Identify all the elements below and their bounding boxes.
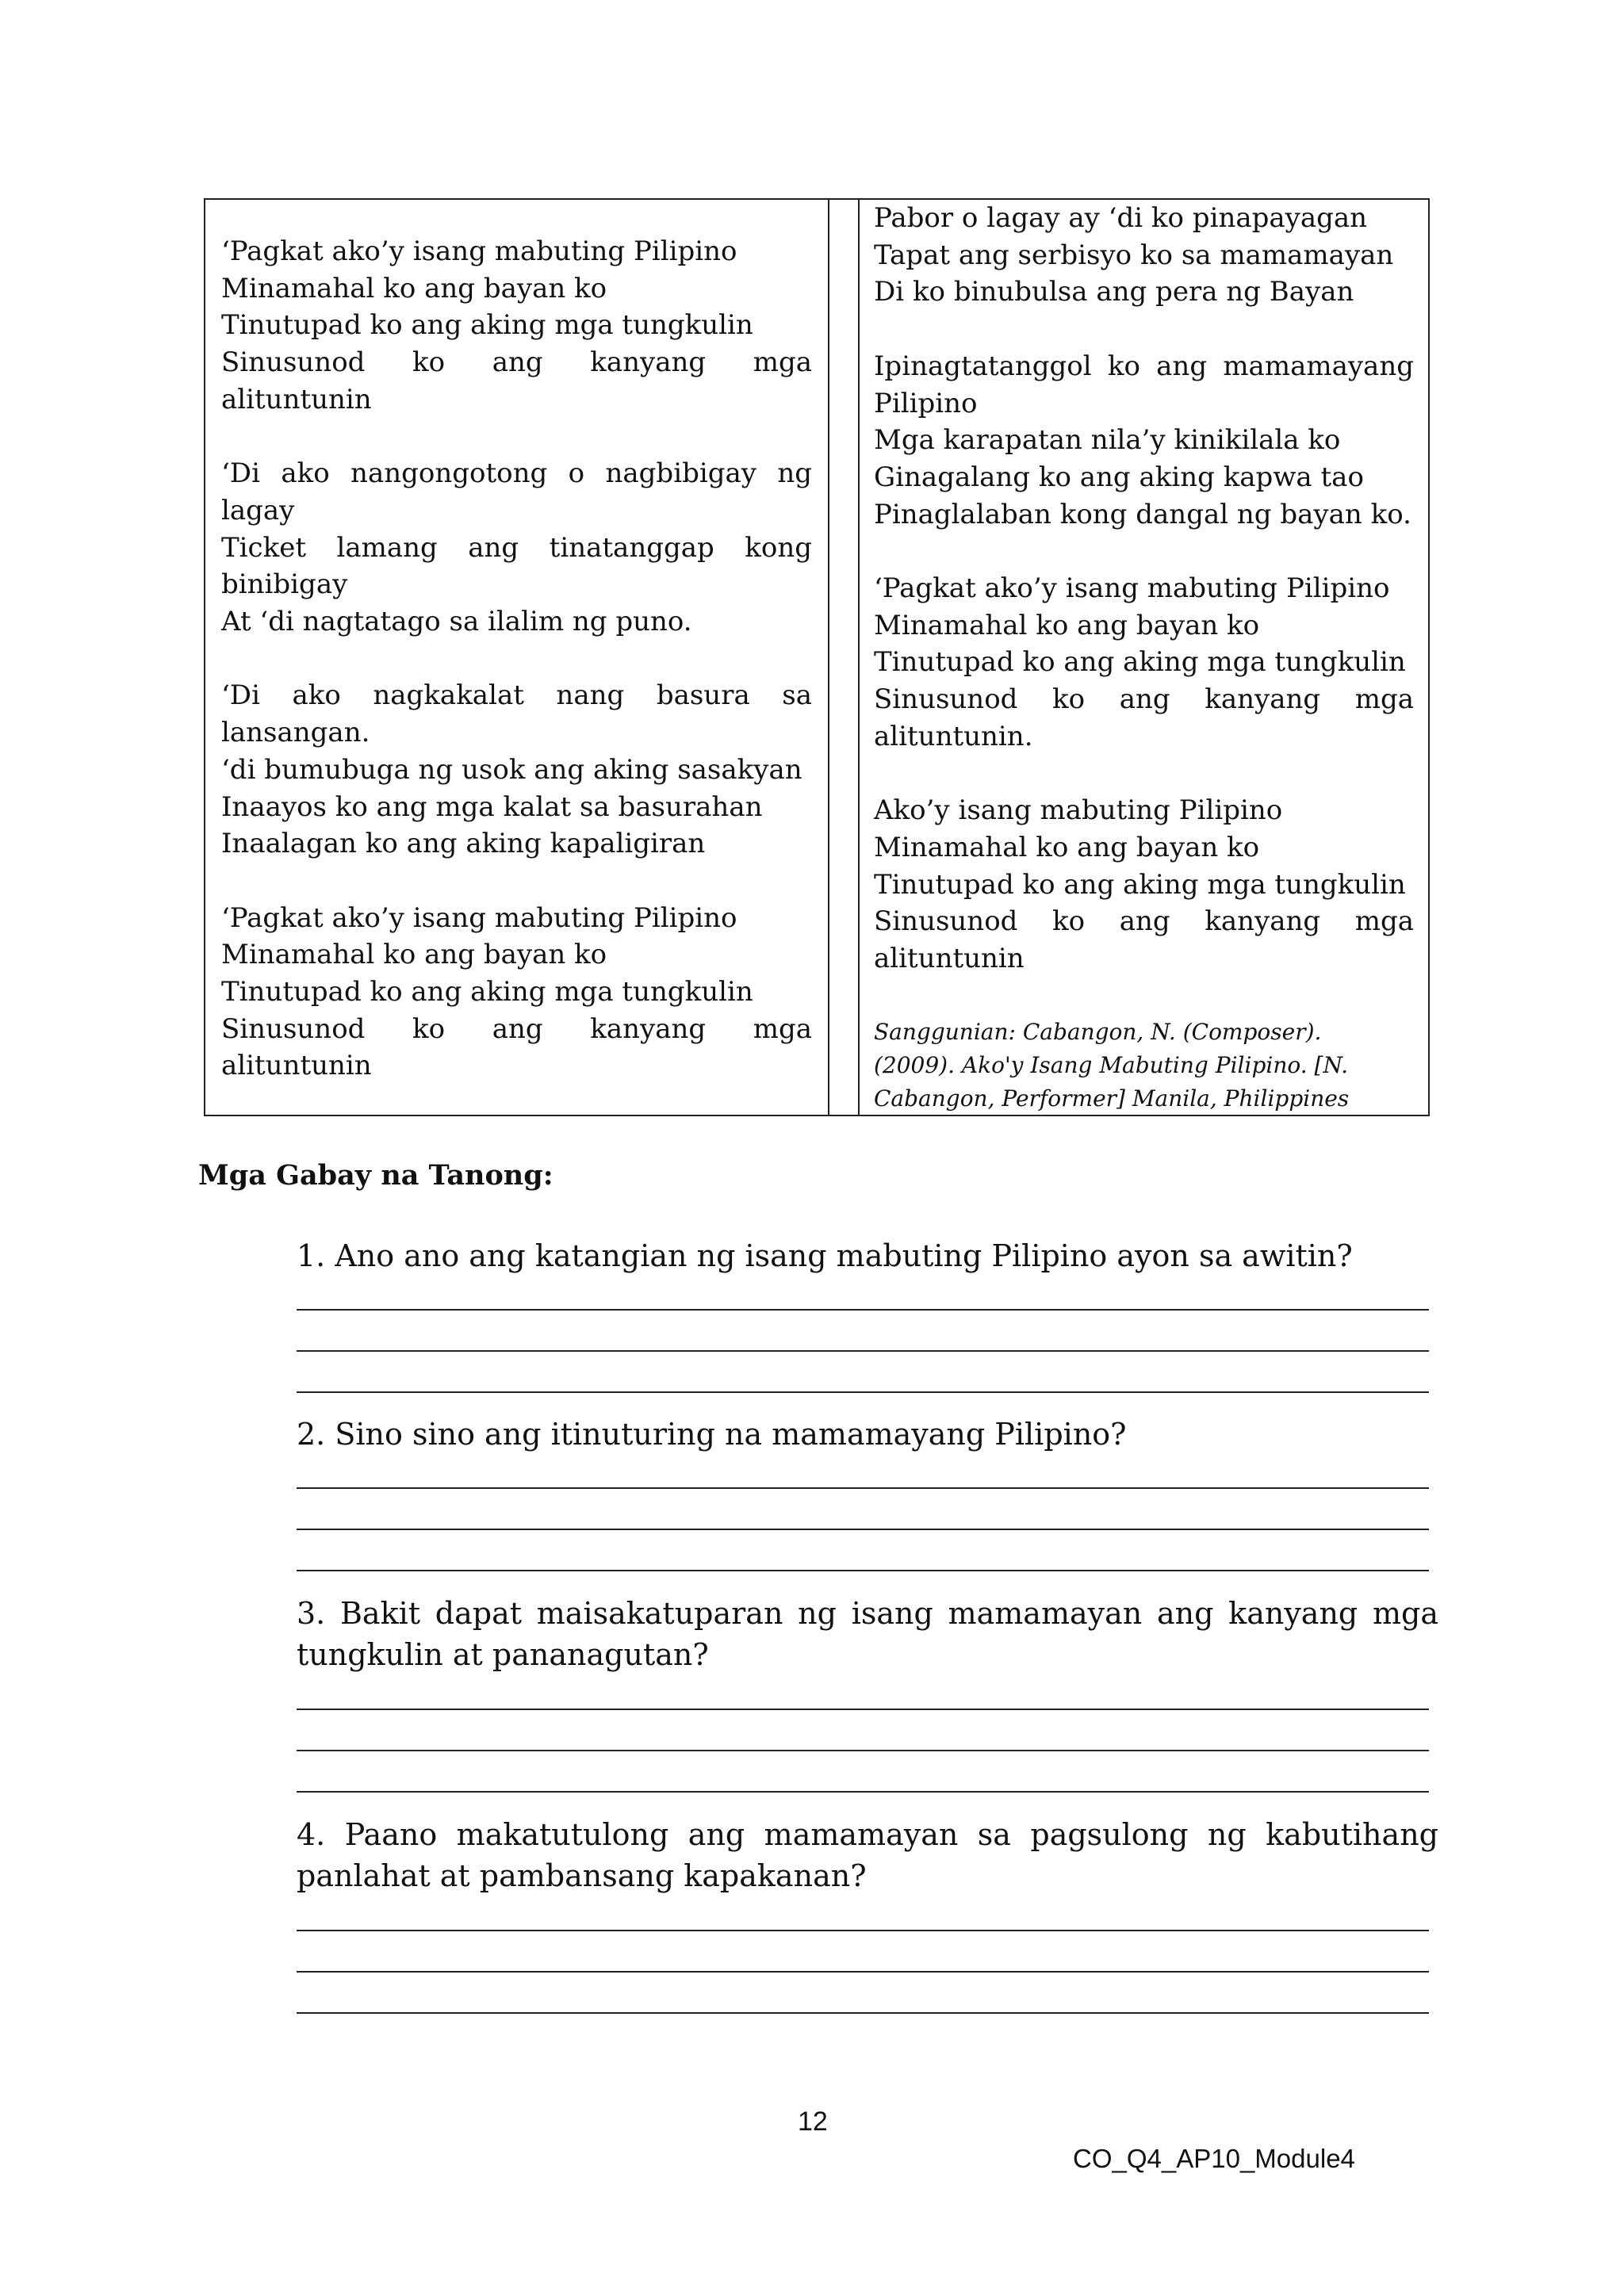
citation-line: Cabangon, Performer] Manila, Philippines [874, 1085, 1350, 1112]
lyric-line: Mga karapatan nila’y kinikilala ko [874, 424, 1341, 457]
answer-line[interactable] [297, 1529, 1429, 1530]
question-2 [297, 1414, 1438, 1455]
answer-line[interactable] [297, 1350, 1429, 1352]
lyrics-right-column [860, 200, 1428, 1115]
lyric-line: Ako’y isang mabuting Pilipino [874, 794, 1283, 827]
lyric-line: Minamahal ko ang bayan ko [221, 939, 607, 971]
answer-line[interactable] [297, 1709, 1429, 1710]
answer-line[interactable] [297, 1391, 1429, 1393]
lyric-line: ‘Pagkat ako’y isang mabuting Pilipino [221, 901, 737, 934]
lyric-line: lansangan. [221, 717, 370, 749]
song-lyrics-table [204, 198, 1430, 1116]
lyric-line: Tinutupad ko ang aking mga tungkulin [874, 868, 1406, 901]
lyric-line: Pilipino [874, 387, 978, 419]
lyric-line: Minamahal ko ang bayan ko [874, 831, 1260, 863]
page-number: 12 [798, 2107, 828, 2137]
lyrics-stanza [221, 900, 812, 1085]
lyrics-stanza [874, 348, 1414, 534]
song-source-citation [874, 1016, 1414, 1115]
lyrics-stanza [874, 792, 1414, 978]
lyric-line: ‘di bumubuga ng usok ang aking sasakyan [221, 753, 802, 786]
lyric-line: Inaayos ko ang mga kalat sa basurahan [221, 790, 763, 823]
question-text: 1. Ano ano ang katangian ng isang mabuting Pilipino ayon sa awitin? [297, 1238, 1353, 1273]
lyric-line: Ticket lamang ang tinatanggap kong [221, 531, 812, 564]
lyric-line: alituntunin. [874, 720, 1033, 752]
lyric-line: Di ko binubulsa ang pera ng Bayan [874, 276, 1354, 308]
lyric-line: ‘Di ako nangongotong o nagbibigay ng lagay [221, 457, 812, 526]
lyric-line: Pabor o lagay ay ‘di ko pinapayagan [874, 202, 1368, 234]
answer-line[interactable] [297, 1971, 1429, 1973]
lyrics-stanza [874, 570, 1414, 756]
answer-line[interactable] [297, 1309, 1429, 1311]
lyrics-left-column [205, 200, 829, 1115]
lyrics-stanza [221, 677, 812, 863]
lyric-line: ‘Pagkat ako’y isang mabuting Pilipino [874, 572, 1390, 604]
lyric-line: Minamahal ko ang bayan ko [874, 609, 1260, 641]
question-text: panlahat at pambansang kapakanan? [297, 1858, 867, 1893]
question-text: 2. Sino sino ang itinuturing na mamamayang Pilipino? [297, 1417, 1127, 1452]
lyric-line: Ipinagtatanggol ko ang mamamayang [874, 350, 1414, 382]
answer-line[interactable] [297, 2012, 1429, 2014]
module-code: CO_Q4_AP10_Module4 [1073, 2144, 1355, 2173]
lyric-line: binibigay [221, 568, 348, 601]
citation-line: Sanggunian: Cabangon, N. (Composer). [874, 1018, 1322, 1045]
lyric-line: ‘Pagkat ako’y isang mabuting Pilipino [221, 235, 737, 267]
citation-line: (2009). Ako'y Isang Mabuting Pilipino. [N. [874, 1051, 1349, 1078]
lyric-line: Tinutupad ko ang aking mga tungkulin [874, 646, 1406, 679]
table-spacer-column [829, 200, 860, 1115]
answer-line[interactable] [297, 1487, 1429, 1489]
lyric-line: Sinusunod ko ang kanyang mga alituntunin [221, 1012, 812, 1082]
lyric-line: At ‘di nagtatago sa ilalim ng puno. [221, 606, 692, 638]
lyric-line: Sinusunod ko ang kanyang mga alituntunin [221, 346, 812, 415]
lyric-line: Ginagalang ko ang aking kapwa tao [874, 461, 1364, 493]
question-1 [297, 1235, 1438, 1276]
question-4 [297, 1814, 1438, 1896]
lyric-line: Sinusunod ko ang kanyang mga [874, 905, 1414, 938]
lyric-line: Minamahal ko ang bayan ko [221, 272, 607, 304]
lyrics-stanza [874, 200, 1414, 311]
answer-line[interactable] [297, 1570, 1429, 1571]
lyric-line: Pinaglalaban kong dangal ng bayan ko. [874, 498, 1411, 530]
lyric-line: ‘Di ako nagkakalat nang basura sa [221, 679, 812, 712]
lyric-line: Inaalagan ko ang aking kapaligiran [221, 828, 706, 860]
answer-line[interactable] [297, 1750, 1429, 1751]
lyric-line: Sinusunod ko ang kanyang mga [874, 683, 1414, 716]
lyrics-stanza [221, 233, 812, 419]
question-text: 3. Bakit dapat maisakatuparan ng isang mamamayan ang kanyang mga [297, 1596, 1438, 1631]
lyric-line: Tinutupad ko ang aking mga tungkulin [221, 976, 753, 1008]
question-text: tungkulin at pananagutan? [297, 1637, 709, 1672]
lyric-line: alituntunin [874, 943, 1025, 975]
lyric-line: Tinutupad ko ang aking mga tungkulin [221, 309, 753, 342]
question-3 [297, 1593, 1438, 1675]
guide-questions-heading: Mga Gabay na Tanong: [198, 1159, 553, 1192]
answer-line[interactable] [297, 1930, 1429, 1931]
answer-line[interactable] [297, 1791, 1429, 1793]
question-text: 4. Paano makatutulong ang mamamayan sa pagsulong ng kabutihang [297, 1817, 1438, 1852]
lyric-line: Tapat ang serbisyo ko sa mamamayan [874, 239, 1394, 271]
lyrics-stanza [221, 455, 812, 641]
